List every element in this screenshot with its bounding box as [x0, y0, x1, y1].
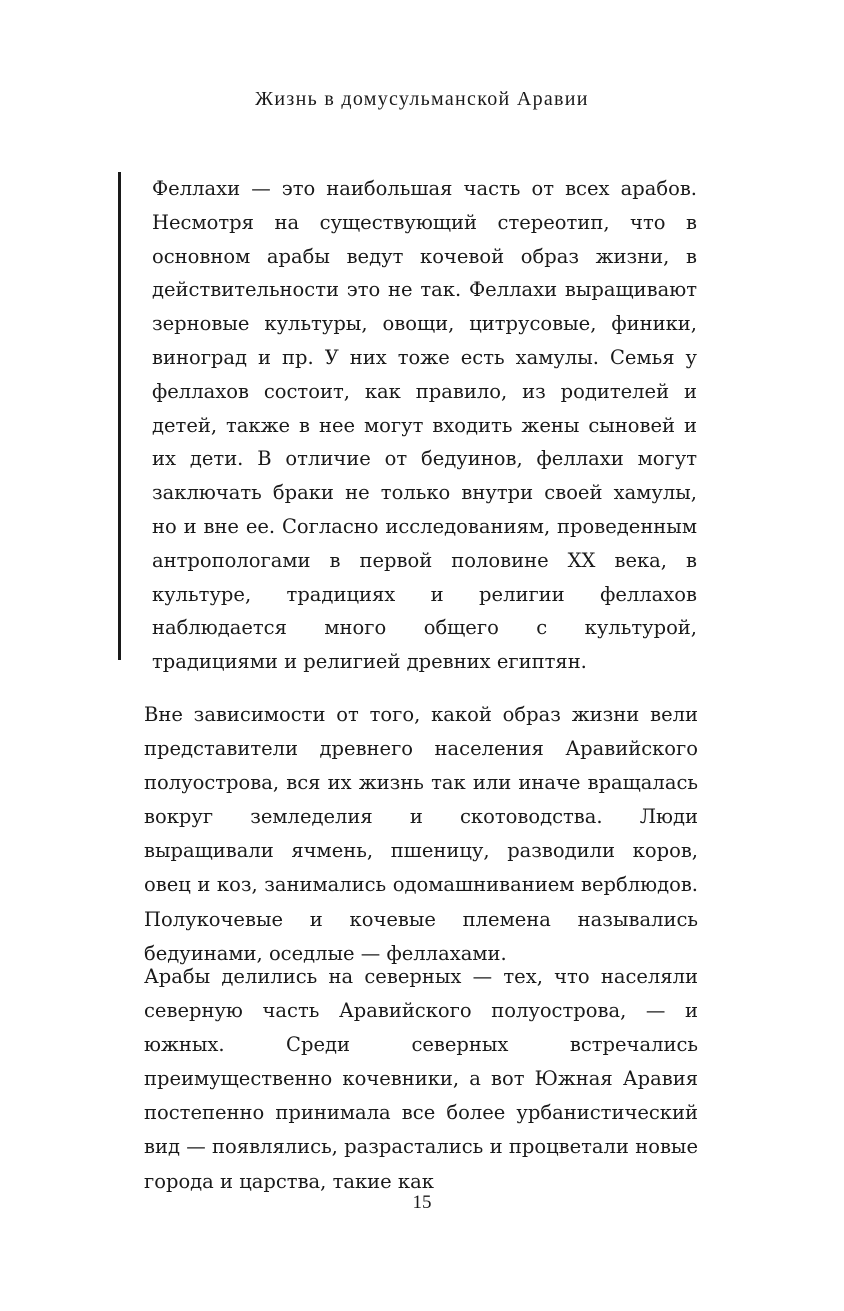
running-head: Жизнь в домусульманской Аравии	[255, 88, 589, 110]
body-paragraph: Вне зависимости от того, какой образ жизни вели представители древнего населения Аравийского полуострова, вся их жизнь так или иначе вращалась вокруг земледелия и скотоводства. Люди выращивали ячмень, пшеницу, разводили коров, овец и коз, занимались одомашниванием верблюдов. Полукочевые и кочевые племена назывались бедуинами, оседлые — феллахами.	[144, 703, 698, 965]
body-paragraph: Арабы делились на северных — тех, что населяли северную часть Аравийского полуострова, — и южных. Среди северных встречались преимущественно кочевники, а вот Южная Аравия постепенно принимала все более урбанистический вид — появлялись, разрастались и процветали новые города и царства, такие как	[144, 965, 698, 1193]
page-number: 15	[412, 1192, 432, 1213]
sidebar-rule	[118, 172, 121, 660]
sidebar-text: Феллахи — это наибольшая часть от всех арабов. Несмотря на существующий стереотип, что в основном арабы ведут кочевой образ жизни, в действительности это не так. Феллахи выращивают зерновые культуры, овощи, цитрусовые, финики, виноград и пр. У них тоже есть хамулы. Семья у феллахов состоит, как правило, из родителей и детей, также в нее могут входить жены сыновей и их дети. В отличие от бедуинов, феллахи могут заключать браки не только внутри своей хамулы, но и вне ее. Согласно исследованиям, проведенным антропологами в первой половине XX века, в культуре, традициях и религии феллахов наблюдается много общего с культурой, традициями и религией древних египтян.	[152, 177, 697, 674]
sidebar-box	[118, 172, 698, 674]
